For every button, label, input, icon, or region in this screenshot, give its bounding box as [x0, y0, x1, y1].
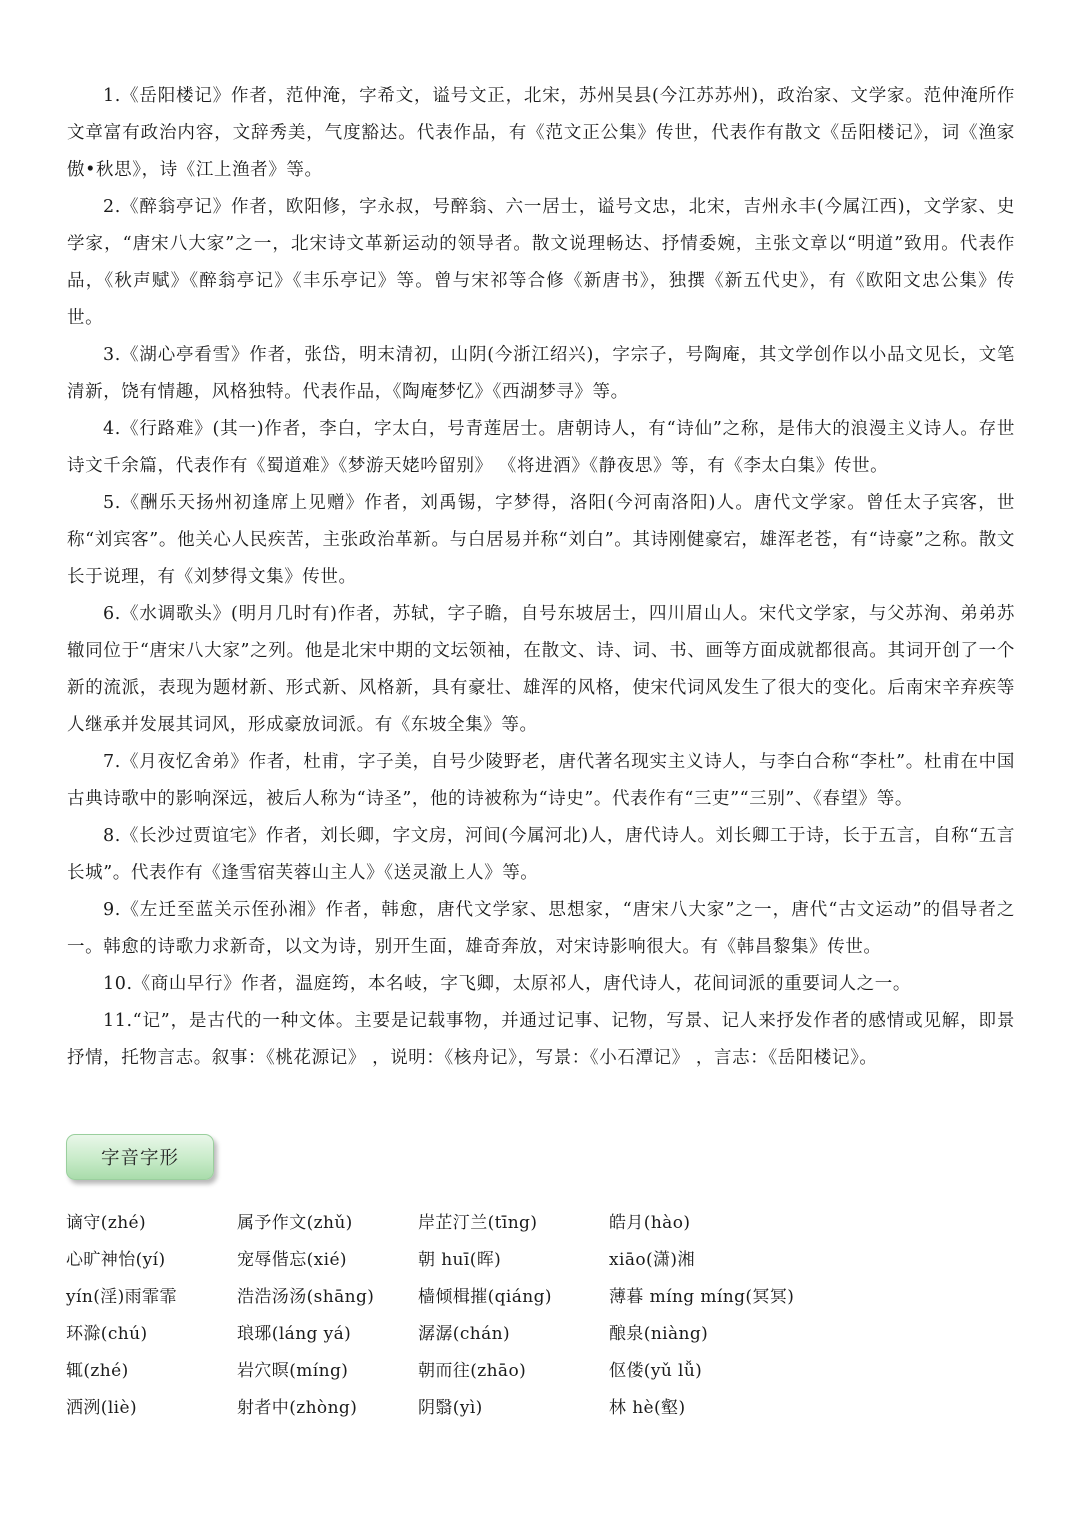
- vocab-row: [66, 1313, 966, 1350]
- vocab-item: 琅琊(láng yá): [237, 1324, 352, 1344]
- vocab-item: 薄暮 míng míng(冥冥): [609, 1287, 795, 1307]
- section-heading-pronunciation: 字音字形: [66, 1134, 214, 1180]
- vocab-item: 朝 huī(晖): [418, 1250, 502, 1270]
- vocab-item: 谪守(zhé): [66, 1213, 147, 1233]
- vocab-item: 环滁(chú): [66, 1324, 148, 1344]
- vocab-item: 酿泉(niàng): [609, 1324, 709, 1344]
- vocab-item: 皓月(hào): [609, 1213, 691, 1233]
- note-paragraph: 2.《醉翁亭记》作者，欧阳修，字永叔，号醉翁、六一居士，谥号文忠，北宋，吉州永丰(今属江西)，文学家、史学家，“唐宋八大家”之一，北宋诗文革新运动的领导者。散文说理畅达、抒情委婉，主张文章以“明道”致用。代表作品，《秋声赋》《醉翁亭记》《丰乐亭记》等。曾与宋祁等合修《新唐书》，独撰《新五代史》，有《欧阳文忠公集》传世。: [67, 197, 1015, 328]
- vocab-row: [66, 1239, 966, 1276]
- note-paragraph: 5.《酬乐天扬州初逢席上见赠》作者，刘禹锡，字梦得，洛阳(今河南洛阳)人。唐代文学家。曾任太子宾客，世称“刘宾客”。他关心人民疾苦，主张政治革新。与白居易并称“刘白”。其诗刚健豪宕，雄浑老苍，有“诗豪”之称。散文长于说理，有《刘梦得文集》传世。: [67, 493, 1015, 587]
- vocab-row: [66, 1387, 966, 1424]
- vocab-item: 岸芷汀兰(tīng): [418, 1213, 538, 1233]
- note-paragraph: 11.“记”，是古代的一种文体。主要是记载事物，并通过记事、记物，写景、记人来抒发作者的感情或见解，即景抒情，托物言志。叙事：《桃花源记》 ，说明：《核舟记》，写景：《小石潭记》 ，言志：《岳阳楼记》。: [67, 1011, 1015, 1068]
- note-paragraph: 3.《湖心亭看雪》作者，张岱，明末清初，山阴(今浙江绍兴)，字宗子，号陶庵，其文学创作以小品文见长，文笔清新，饶有情趣，风格独特。代表作品，《陶庵梦忆》《西湖梦寻》等。: [67, 345, 1015, 402]
- vocab-item: 射者中(zhòng): [237, 1398, 358, 1418]
- author-notes: [67, 78, 1015, 1077]
- vocab-item: 属予作文(zhǔ): [237, 1213, 353, 1233]
- vocab-item: 心旷神怡(yí): [66, 1250, 166, 1270]
- note-paragraph: 4.《行路难》(其一)作者，李白，字太白，号青莲居士。唐朝诗人，有“诗仙”之称，是伟大的浪漫主义诗人。存世诗文千余篇，代表作有《蜀道难》《梦游天姥吟留别》 《将进酒》《静夜思》等，有《李太白集》传世。: [67, 419, 1015, 476]
- vocab-item: 朝而往(zhāo): [418, 1361, 527, 1381]
- vocab-item: 岩穴暝(míng): [237, 1361, 349, 1381]
- vocab-item: 林 hè(壑): [609, 1398, 686, 1418]
- vocab-item: 宠辱偕忘(xié): [237, 1250, 347, 1270]
- vocab-item: 樯倾楫摧(qiáng): [418, 1287, 552, 1307]
- vocab-item: 洒洌(liè): [66, 1398, 137, 1418]
- vocab-item: 潺潺(chán): [418, 1324, 511, 1344]
- vocab-row: [66, 1276, 966, 1313]
- vocab-grid: [66, 1202, 966, 1424]
- note-paragraph: 10.《商山早行》作者，温庭筠，本名岐，字飞卿，太原祁人，唐代诗人，花间词派的重要词人之一。: [103, 974, 911, 994]
- note-paragraph: 1.《岳阳楼记》作者，范仲淹，字希文，谥号文正，北宋，苏州吴县(今江苏苏州)，政治家、文学家。范仲淹所作文章富有政治内容，文辞秀美，气度豁达。代表作品，有《范文正公集》传世，代表作有散文《岳阳楼记》，词《渔家傲•秋思》，诗《江上渔者》等。: [67, 86, 1015, 180]
- vocab-item: 伛偻(yǔ lǚ): [609, 1361, 703, 1381]
- note-paragraph: 9.《左迁至蓝关示侄孙湘》作者，韩愈，唐代文学家、思想家，“唐宋八大家”之一，唐代“古文运动”的倡导者之一。韩愈的诗歌力求新奇，以文为诗，别开生面，雄奇奔放，对宋诗影响很大。有《韩昌黎集》传世。: [67, 900, 1015, 957]
- vocab-row: [66, 1350, 966, 1387]
- vocab-item: 辄(zhé): [66, 1361, 129, 1381]
- vocab-item: yín(淫)雨霏霏: [66, 1287, 177, 1307]
- note-paragraph: 7.《月夜忆舍弟》作者，杜甫，字子美，自号少陵野老，唐代著名现实主义诗人，与李白合称“李杜”。杜甫在中国古典诗歌中的影响深远，被后人称为“诗圣”，他的诗被称为“诗史”。代表作有“三吏”“三别”、《春望》等。: [67, 752, 1015, 809]
- vocab-item: 阴翳(yì): [418, 1398, 483, 1418]
- vocab-row: [66, 1202, 966, 1239]
- vocab-item: xiāo(潇)湘: [609, 1250, 695, 1270]
- note-paragraph: 8.《长沙过贾谊宅》作者，刘长卿，字文房，河间(今属河北)人，唐代诗人。刘长卿工于诗，长于五言，自称“五言长城”。代表作有《逢雪宿芙蓉山主人》《送灵澈上人》等。: [67, 826, 1015, 883]
- vocab-item: 浩浩汤汤(shāng): [237, 1287, 375, 1307]
- note-paragraph: 6.《水调歌头》(明月几时有)作者，苏轼，字子瞻，自号东坡居士，四川眉山人。宋代文学家，与父苏洵、弟弟苏辙同位于“唐宋八大家”之列。他是北宋中期的文坛领袖，在散文、诗、词、书、画等方面成就都很高。其词开创了一个新的流派，表现为题材新、形式新、风格新，具有豪壮、雄浑的风格，使宋代词风发生了很大的变化。后南宋辛弃疾等人继承并发展其词风，形成豪放词派。有《东坡全集》等。: [67, 604, 1015, 735]
